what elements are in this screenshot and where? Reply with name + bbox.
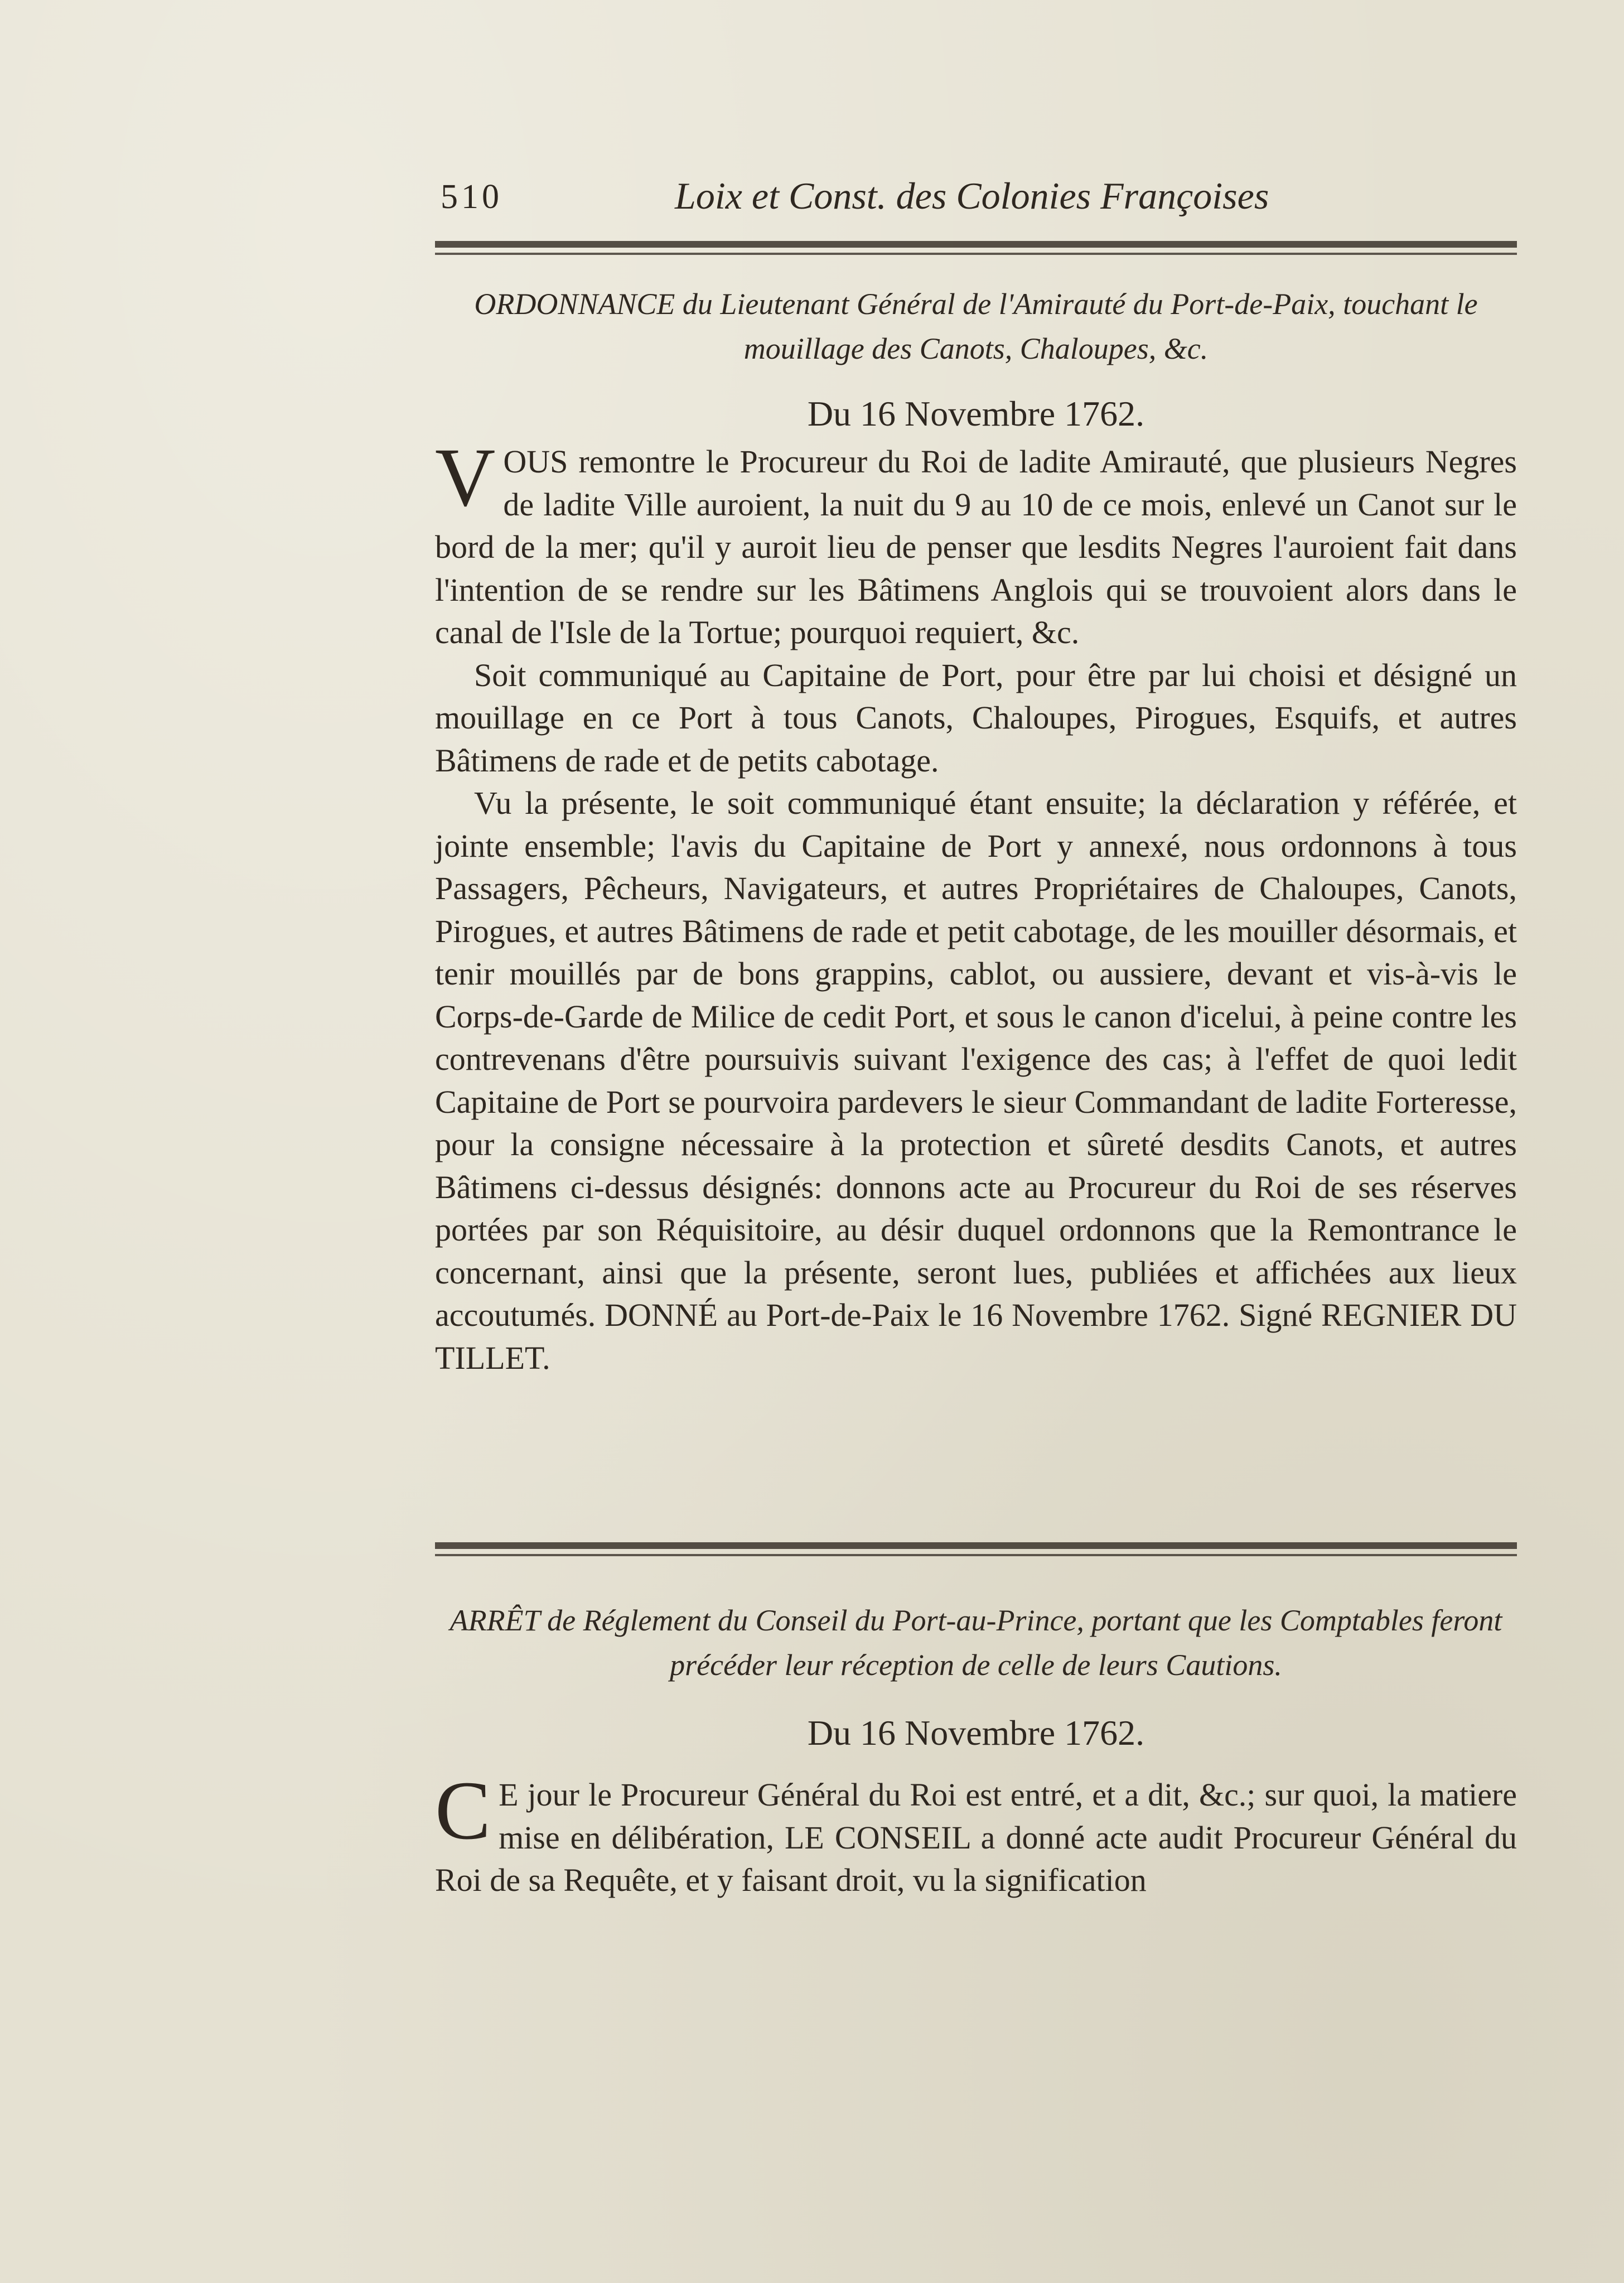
section2-paragraph: C E jour le Procureur Général du Roi est entré, et a dit, &c.; sur quoi, la matiere mise en délibération, LE CONSEIL a donné acte audit Procureur Général du Roi de sa Requête, et y faisant droit, vu la signification: [435, 1764, 1517, 1898]
page-number: 510: [441, 178, 502, 216]
section2-title: ARRÊT de Réglement du Conseil du Port-au-Prince, portant que les Comptables feront précéder leur réception de celle de leurs Cautions.: [450, 1604, 1502, 1682]
section2-body: [435, 1764, 1517, 1902]
section1-date: Du 16 Novembre 1762.: [807, 394, 1145, 433]
header-rule: [435, 241, 1517, 255]
section2-date: Du 16 Novembre 1762.: [807, 1713, 1145, 1753]
section1-title: ORDONNANCE du Lieutenant Général de l'Amirauté du Port-de-Paix, touchant le mouillage des Canots, Chaloupes, &c.: [474, 287, 1478, 365]
section1-paragraph: VOUS remontre le Procureur du Roi de ladite Amirauté, que plusieurs Negres de ladite Ville auroient, la nuit du 9 au 10 de ce mois, enlevé un Canot sur le bord de la mer; qu'il y auroit lieu de penser que lesdits Negres l'auroient fait dans l'intention de se rendre sur les Bâtimens Anglois qui se trouvoient alors dans le canal de l'Isle de la Tortue; pourquoi requiert, &c.: [435, 431, 1517, 650]
section-divider-rule: [435, 1542, 1517, 1556]
section1-body: [435, 431, 1517, 1379]
page-header: [435, 173, 1506, 229]
dropcap: C: [435, 1764, 491, 1857]
running-title: Loix et Const. des Colonies Françoises: [675, 175, 1269, 217]
section1-paragraph: Soit communiqué au Capitaine de Port, pour être par lui choisi et désigné un mouillage en ce Port à tous Canots, Chaloupes, Pirogues, Esquifs, et autres Bâtimens de rade et de petits cabotage.: [435, 657, 1517, 779]
dropcap: V: [435, 431, 496, 524]
section1-paragraph: Vu la présente, le soit communiqué étant ensuite; la déclaration y référée, et jointe ensemble; l'avis du Capitaine de Port y annexé, nous ordonnons à tous Passagers, Pêcheurs, Navigateurs, et autres Propriétaires de Chaloupes, Canots, Pirogues, et autres Bâtimens de rade et petit cabotage, de les mouiller désormais, et tenir mouillés par de bons grappins, cablot, ou aussiere, devant et vis-à-vis le Corps-de-Garde de Milice de cedit Port, et sous le canon d'icelui, à peine contre les contrevenans d'être poursuivis suivant l'exigence des cas; à l'effet de quoi ledit Capitaine de Port se pourvoira pardevers le sieur Commandant de ladite Forteresse, pour la consigne nécessaire à la protection et sûreté desdits Canots, et autres Bâtimens ci-dessus désignés: donnons acte au Procureur du Roi de ses réserves portées par son Réquisitoire, au désir duquel ordonnons que la Remontrance le concernant, ainsi que la présente, seront lues, publiées et affichées aux lieux accoutumés. DONNÉ au Port-de-Paix le 16 Novembre 1762. Signé REGNIER DU TILLET.: [435, 785, 1517, 1376]
